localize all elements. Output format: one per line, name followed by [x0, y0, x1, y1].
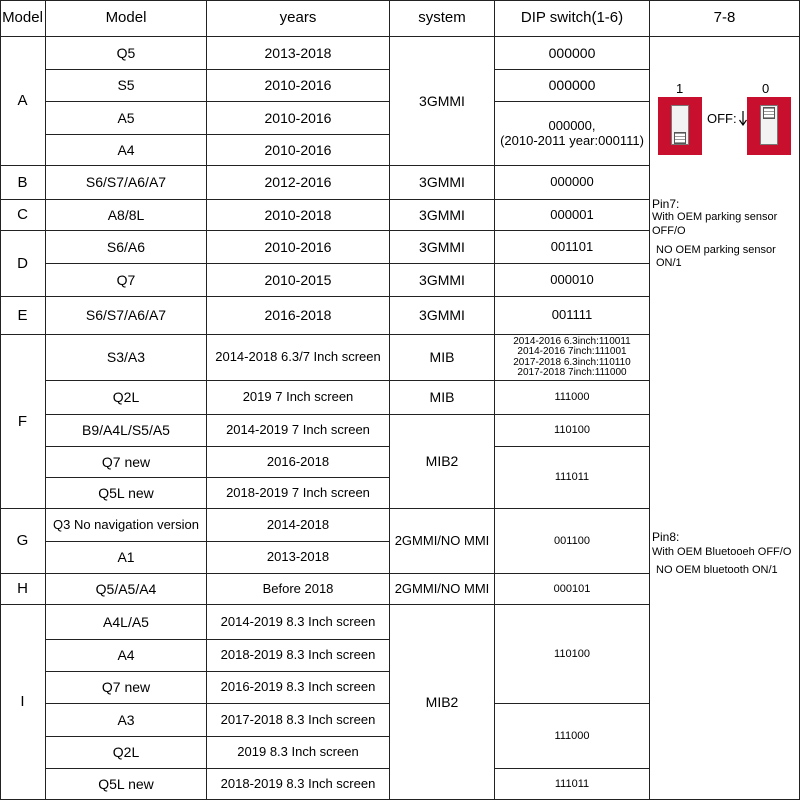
switch-off-label: 0 — [762, 81, 770, 96]
group-label-e: E — [0, 297, 46, 335]
group-label-c: C — [0, 200, 46, 231]
system-cell: MIB — [390, 335, 495, 381]
dip-cell: 110100 — [495, 605, 650, 704]
system-cell: 3GMMI — [390, 264, 495, 297]
pin8-note — [652, 530, 791, 577]
model-cell: Q2L — [46, 737, 207, 769]
header-model: Model — [46, 0, 207, 37]
pin8-line: NO OEM bluetooth ON/1 — [656, 563, 778, 576]
dip-line: 2014-2016 6.3inch:110011 — [513, 335, 631, 347]
system-cell: MIB2 — [390, 605, 495, 800]
years-cell: 2010-2016 — [207, 231, 390, 264]
model-cell: S3/A3 — [46, 335, 207, 381]
group-label-i: I — [0, 605, 46, 800]
system-cell: MIB2 — [390, 415, 495, 509]
years-cell: 2010-2016 — [207, 135, 390, 166]
pin7-line: With OEM parking sensor — [652, 211, 778, 224]
system-cell: MIB — [390, 381, 495, 415]
group-label-f: F — [0, 335, 46, 509]
system-cell: 2GMMI/NO MMI — [390, 574, 495, 605]
system-cell: 3GMMI — [390, 231, 495, 264]
dip-cell: 000000 — [495, 37, 650, 70]
model-cell: Q7 — [46, 264, 207, 297]
group-label-d: D — [0, 231, 46, 297]
years-cell: 2014-2018 6.3/7 Inch screen — [207, 335, 390, 381]
model-cell: A1 — [46, 542, 207, 574]
model-cell: S6/S7/A6/A7 — [46, 297, 207, 335]
dip-cell: 000001 — [495, 200, 650, 231]
dip-cell: 111011 — [495, 769, 650, 800]
pin8-line: With OEM Bluetooeh OFF/O — [652, 546, 792, 559]
years-cell: 2010-2016 — [207, 102, 390, 135]
model-cell: A8/8L — [46, 200, 207, 231]
model-cell: S6/S7/A6/A7 — [46, 166, 207, 200]
dip-cell: 000000 — [495, 166, 650, 200]
model-cell: Q5/A5/A4 — [46, 574, 207, 605]
years-cell: 2010-2016 — [207, 70, 390, 102]
dip-cell: 000010 — [495, 264, 650, 297]
group-label-b: B — [0, 166, 46, 200]
header-dip-switch: DIP switch(1-6) — [495, 0, 650, 37]
years-cell: 2013-2018 — [207, 542, 390, 574]
years-cell: 2010-2015 — [207, 264, 390, 297]
dip-cell: 001100 — [495, 509, 650, 574]
system-cell: 3GMMI — [390, 166, 495, 200]
model-cell: A4 — [46, 640, 207, 672]
pin7-line: OFF/O — [652, 224, 686, 237]
dip-cell: 110100 — [495, 415, 650, 447]
dip-switch-off-icon — [747, 97, 791, 155]
model-cell: S5 — [46, 70, 207, 102]
model-cell: Q5L new — [46, 478, 207, 509]
model-cell: S6/A6 — [46, 231, 207, 264]
dip-cell: 111011 — [495, 447, 650, 509]
years-cell: 2019 7 Inch screen — [207, 381, 390, 415]
model-cell: A3 — [46, 704, 207, 737]
pin7-note — [652, 197, 777, 270]
years-cell: 2010-2018 — [207, 200, 390, 231]
years-cell: 2013-2018 — [207, 37, 390, 70]
pin7-title: Pin7: — [652, 197, 680, 211]
years-cell: Before 2018 — [207, 574, 390, 605]
switch-on-label: 1 — [676, 81, 684, 96]
header-system: system — [390, 0, 495, 37]
pin8-title: Pin8: — [652, 530, 680, 544]
system-cell: 3GMMI — [390, 297, 495, 335]
off-label: OFF: — [707, 111, 737, 126]
dip-cell: 000000 — [495, 70, 650, 102]
header-years: years — [207, 0, 390, 37]
years-cell: 2018-2019 8.3 Inch screen — [207, 769, 390, 800]
pin7-line: NO OEM parking sensor — [656, 243, 776, 256]
dip-cell: 111000 — [495, 381, 650, 415]
model-cell: Q7 new — [46, 672, 207, 704]
years-cell: 2019 8.3 Inch screen — [207, 737, 390, 769]
years-cell: 2014-2018 — [207, 509, 390, 542]
years-cell: 2014-2019 7 Inch screen — [207, 415, 390, 447]
model-cell: A4 — [46, 135, 207, 166]
model-cell: Q3 No navigation version — [46, 509, 207, 542]
dip-line: 2014-2016 7inch:111001 — [517, 346, 627, 357]
group-label-h: H — [0, 574, 46, 605]
dip-cell: 001111 — [495, 297, 650, 335]
group-label-a: A — [0, 37, 46, 166]
dip-cell: 001101 — [495, 231, 650, 264]
system-cell: 3GMMI — [390, 37, 495, 166]
dip-line: 2017-2018 7inch:111000 — [517, 367, 627, 378]
header-pins-7-8: 7-8 — [650, 0, 800, 37]
system-cell: 2GMMI/NO MMI — [390, 509, 495, 574]
header-model-group: Model — [0, 0, 46, 37]
years-cell: 2014-2019 8.3 Inch screen — [207, 605, 390, 640]
dip-line: (2010-2011 year:000111) — [500, 132, 644, 148]
model-cell: A5 — [46, 102, 207, 135]
years-cell: 2017-2018 8.3 Inch screen — [207, 704, 390, 737]
dip-cell: 111000 — [495, 704, 650, 769]
years-cell: 2016-2018 — [207, 297, 390, 335]
model-cell: Q5 — [46, 37, 207, 70]
model-cell: Q2L — [46, 381, 207, 415]
dip-line: 2017-2018 6.3inch:110110 — [513, 356, 631, 368]
dip-cell — [495, 335, 650, 381]
years-cell: 2018-2019 7 Inch screen — [207, 478, 390, 509]
dip-cell: 000101 — [495, 574, 650, 605]
years-cell: 2016-2018 — [207, 447, 390, 478]
dip-cell — [495, 102, 650, 166]
model-cell: Q5L new — [46, 769, 207, 800]
years-cell: 2018-2019 8.3 Inch screen — [207, 640, 390, 672]
system-cell: 3GMMI — [390, 200, 495, 231]
model-cell: Q7 new — [46, 447, 207, 478]
dip-line: 000000, — [548, 117, 596, 133]
model-cell: A4L/A5 — [46, 605, 207, 640]
years-cell: 2012-2016 — [207, 166, 390, 200]
dip-switch-on-icon — [658, 97, 702, 155]
pin7-line: ON/1 — [656, 256, 682, 269]
group-label-g: G — [0, 509, 46, 574]
years-cell: 2016-2019 8.3 Inch screen — [207, 672, 390, 704]
model-cell: B9/A4L/S5/A5 — [46, 415, 207, 447]
